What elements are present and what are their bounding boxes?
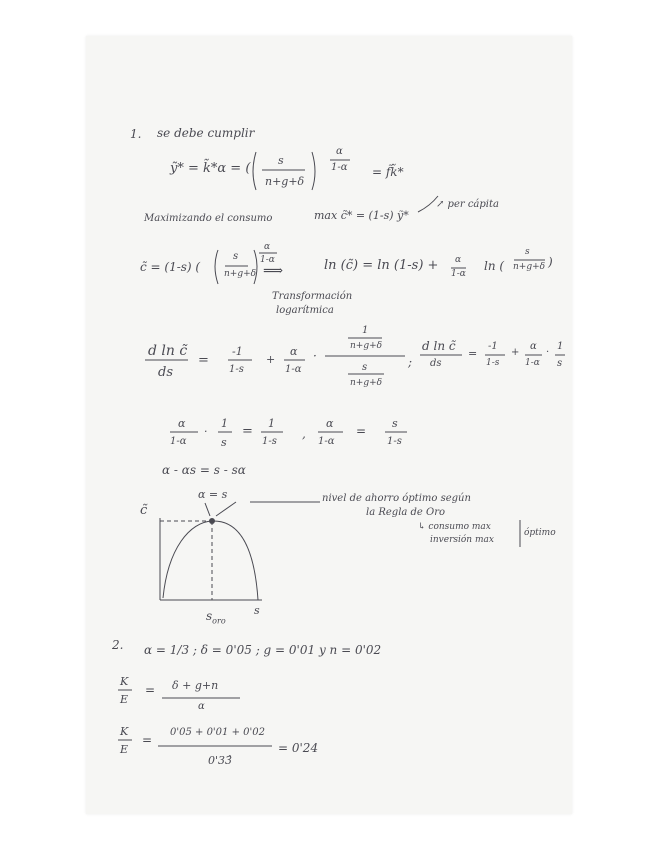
deriv-big-den-num: s — [362, 362, 368, 373]
deriv-r-t2-den: 1-α — [525, 358, 540, 368]
s2-eq1-num: δ + g+n — [172, 679, 219, 692]
eq4-eq2: = — [356, 424, 367, 438]
eq4-c-num: 1 — [268, 417, 275, 430]
eq2-log-num: s — [525, 247, 530, 257]
eq1-frac-num: s — [278, 154, 284, 167]
deriv-r-t3-num: 1 — [557, 341, 564, 352]
eq1-exp-num: α — [336, 146, 343, 157]
implies-arrow: ⟹ — [263, 263, 284, 279]
eq2-exp-den: 1-α — [260, 255, 275, 265]
eq5: α - αs = s - sα — [162, 463, 246, 477]
deriv-r-plus: + — [511, 347, 520, 358]
s2-eq1-den: α — [198, 701, 205, 712]
eq1-frac-den: n+g+δ — [265, 175, 305, 188]
deriv-lhs-num: d ln c̃ — [148, 343, 188, 359]
eq2-coef-num: α — [455, 255, 462, 265]
s2-eq1-lhs-num: K — [120, 675, 129, 688]
eq4-a-den: 1-α — [170, 436, 187, 447]
deriv-plus: + — [266, 353, 276, 366]
section-2-number: 2. — [112, 638, 124, 652]
section-1-intro: se debe cumplir — [157, 126, 255, 140]
eq4-c-den: 1-s — [262, 436, 277, 447]
deriv-r-dot: · — [546, 347, 550, 358]
per-capita-annotation: ↗ per cápita — [436, 199, 499, 210]
eq1-lhs: ỹ* = k̃*α = ( — [170, 161, 251, 176]
s2-eq2-eq: = — [142, 733, 153, 747]
deriv-r-lhs-den: ds — [430, 358, 442, 369]
eq4-a-num: α — [178, 417, 186, 430]
eq4-d-num: α — [326, 417, 334, 430]
graph-annotation-4: inversión max — [430, 535, 494, 545]
deriv-big-den-den: n+g+δ — [350, 378, 383, 388]
eq2-log: ln (c̃) = ln (1-s) + — [324, 258, 439, 273]
section-1-number: 1. — [130, 127, 142, 141]
transform-label-1: Transformación — [272, 291, 353, 302]
s2-eq2-lhs-den: E — [120, 743, 129, 756]
deriv-t1-den: 1-s — [229, 364, 244, 375]
deriv-big-num-den: n+g+δ — [350, 341, 383, 351]
eq2-log2: ln ( — [484, 259, 505, 273]
deriv-r-lhs-num: d ln c̃ — [422, 339, 456, 353]
max-line-formula: max c̃* = (1-s) ỹ* — [314, 209, 409, 222]
eq4-dot: · — [204, 425, 208, 438]
deriv-r-t2-num: α — [530, 341, 537, 352]
deriv-r-t1-num: -1 — [488, 341, 498, 352]
s2-eq2-num: 0'05 + 0'01 + 0'02 — [170, 727, 265, 738]
eq1-rhs: = f̃k̃* — [372, 165, 404, 179]
eq4-d-den: 1-α — [318, 436, 335, 447]
eq2-frac-num: s — [233, 251, 239, 262]
eq4-e-num: s — [392, 417, 398, 430]
deriv-semicolon: ; — [408, 355, 413, 369]
eq4-e-den: 1-s — [387, 436, 402, 447]
eq1-exp-den: 1-α — [331, 162, 348, 173]
eq2-lhs: c̃ = (1-s) ( — [140, 260, 201, 274]
deriv-eq: = — [198, 353, 209, 368]
deriv-t1-num: -1 — [232, 345, 243, 358]
transform-label-2: logarítmica — [276, 305, 334, 316]
eq4-b-num: 1 — [221, 417, 228, 430]
deriv-t2-num: α — [290, 345, 298, 358]
deriv-t2-den: 1-α — [285, 364, 302, 375]
eq2-log-close: ) — [548, 255, 553, 269]
eq2-exp-num: α — [264, 242, 271, 252]
max-line-text: Maximizando el consumo — [144, 213, 273, 224]
graph-annotation-2: la Regla de Oro — [366, 507, 446, 518]
eq2-log-den: n+g+δ — [513, 262, 546, 272]
s2-eq1-eq: = — [145, 683, 156, 697]
graph-annotation-5: óptimo — [524, 528, 556, 538]
graph-y-label: c̃ — [140, 503, 148, 518]
eq2-frac-den: n+g+δ — [224, 269, 257, 279]
deriv-dot: · — [313, 349, 317, 363]
graph-annotation-1: nivel de ahorro óptimo según — [322, 493, 471, 504]
graph-x-label-opt: $s_{oro}$ — [206, 609, 226, 626]
eq2-coef-den: 1-α — [451, 269, 466, 279]
deriv-big-num-num: 1 — [362, 325, 369, 336]
s2-eq2-lhs-num: K — [120, 725, 129, 738]
eq4-b-den: s — [221, 436, 227, 449]
graph-top-label: α = s — [198, 488, 228, 501]
deriv-r-t1-den: 1-s — [486, 358, 500, 368]
deriv-lhs-den: ds — [158, 365, 173, 380]
eq4-eq: = — [242, 424, 253, 439]
graph-x-label: s — [254, 604, 260, 617]
s2-eq2-den: 0'33̂ — [208, 754, 233, 767]
graph-annotation-3: ↳ consumo max — [418, 522, 491, 532]
deriv-r-t3-den: s — [557, 358, 563, 369]
s2-eq2-result: = 0'24 — [278, 741, 319, 755]
s2-eq1-lhs-den: E — [120, 693, 129, 706]
section-2-givens: α = 1/3 ; δ = 0'05 ; g = 0'01 y n = 0'02 — [144, 643, 382, 657]
eq4-sep: , — [302, 427, 306, 441]
deriv-r-eq: = — [468, 347, 478, 360]
